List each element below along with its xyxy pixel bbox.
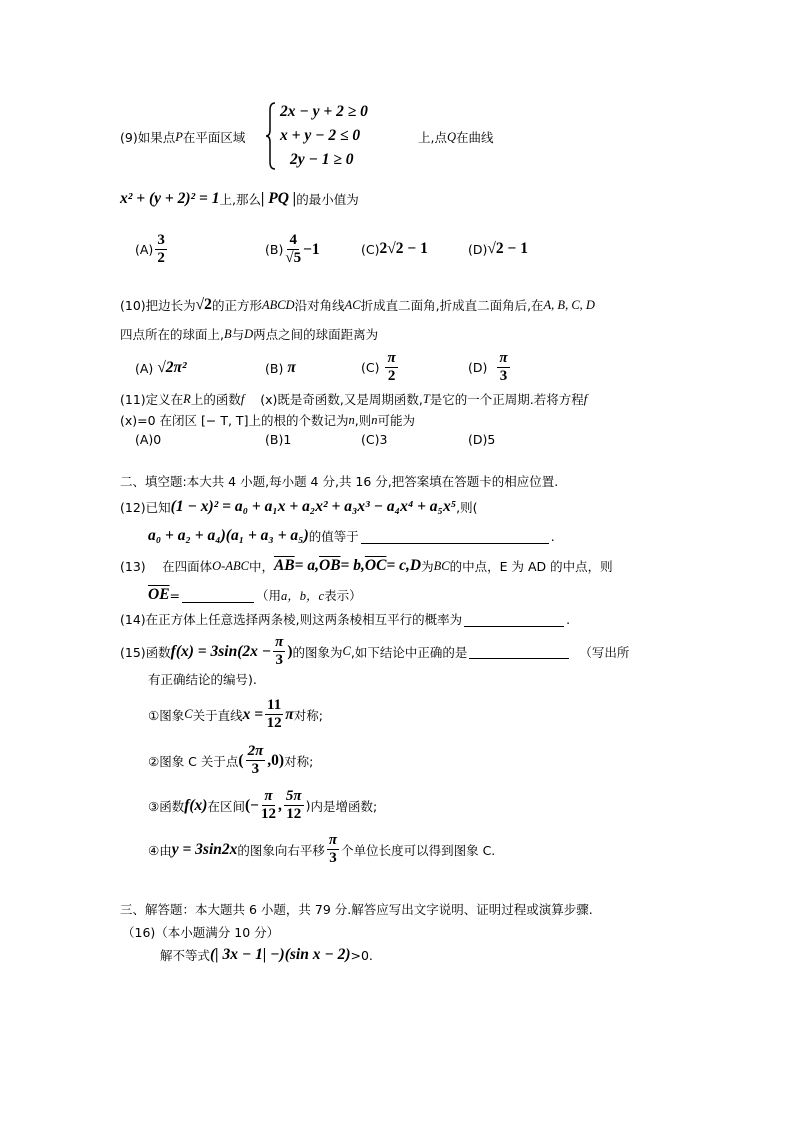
fraction	[284, 788, 304, 823]
q13-text: 为	[421, 559, 434, 574]
denominator: 3	[499, 368, 508, 384]
option-value: √2π²	[157, 359, 187, 376]
sqrt2: √2	[195, 296, 212, 313]
q15-text: 对称;	[284, 753, 314, 769]
q15-math: ,0)	[267, 751, 285, 769]
var: R	[183, 391, 191, 406]
fraction	[246, 743, 266, 778]
q15-item-2	[148, 743, 313, 778]
q10-line2	[120, 325, 378, 343]
q9-line1-tail	[418, 128, 494, 146]
numerator: 4	[289, 232, 297, 248]
numerator: π	[499, 350, 508, 366]
q11-option-b: (B)1	[265, 432, 292, 447]
numerator: π	[387, 350, 396, 366]
q15-math: x =	[242, 705, 264, 723]
var: n	[348, 412, 355, 427]
q14-line	[120, 610, 570, 628]
q15-text: ①图象	[148, 707, 185, 723]
system-row-2: x + y − 2 ≤ 0	[280, 127, 361, 144]
option-label: (A)	[135, 242, 154, 257]
var: T	[422, 391, 430, 406]
q12-text: .	[550, 528, 555, 544]
option-label: (D)	[468, 360, 488, 375]
q16-line	[160, 946, 373, 964]
q11-option-d: (D)5	[468, 432, 496, 447]
fraction	[327, 832, 339, 867]
fraction	[265, 697, 283, 732]
numerator: 11	[267, 697, 282, 713]
fraction	[385, 350, 397, 385]
q15-text: 个单位长度可以得到图象 C.	[341, 842, 496, 858]
q15-text: ④由	[148, 842, 172, 858]
q15-text: ,如下结论中正确的是	[350, 644, 468, 660]
numerator: 5π	[285, 788, 302, 804]
var: AC	[344, 297, 361, 312]
numerator: 3	[157, 232, 165, 248]
q9-line1	[120, 128, 245, 146]
q15-text: 对称;	[293, 707, 323, 723]
q13-text: (13) 在四面体	[120, 559, 213, 574]
q9-text: (9)如果点	[120, 130, 176, 145]
var: f	[240, 391, 245, 406]
var: A, B, C, D	[543, 297, 595, 312]
var: BC	[433, 558, 450, 573]
q10-line1	[120, 296, 595, 314]
answer-blank[interactable]	[361, 529, 549, 544]
q11-text: ,则	[354, 413, 372, 428]
q15-text: 关于直线	[192, 707, 243, 723]
var: C	[184, 707, 193, 721]
section-2-heading: 二、填空题:本大共 4 小题,每小题 4 分,共 16 分,把答案填在答题卡的相应位置.	[120, 474, 559, 489]
var: ABCD	[261, 297, 295, 312]
q15-line1	[120, 634, 629, 669]
numerator: π	[275, 634, 284, 650]
q15-math: (	[238, 751, 244, 769]
q15-math: π	[285, 705, 294, 723]
option-value: −1	[303, 240, 320, 258]
vector-ab: $\overline{AB}$	[273, 557, 295, 574]
q13-math: = c,	[386, 557, 410, 574]
denominator: 12	[266, 715, 282, 731]
denominator: 12	[260, 806, 276, 822]
q15-text: 的图象为	[292, 644, 343, 660]
option-label: (B)	[265, 242, 284, 257]
var: C	[342, 644, 351, 658]
fraction	[497, 350, 509, 385]
option-label: (D)	[468, 241, 488, 257]
q14-text: .	[566, 611, 571, 627]
q10-text: 与	[231, 327, 245, 342]
q12-line1	[120, 498, 477, 516]
q11-option-a: (A)0	[135, 432, 162, 447]
option-value: π	[287, 359, 296, 376]
q11-option-c: (C)3	[361, 432, 388, 447]
q15-item-4	[148, 832, 495, 867]
q13-line2	[148, 586, 362, 604]
q13-math: = b,	[340, 557, 365, 574]
q15-text: )	[305, 798, 311, 813]
q11-text: (x)既是奇函数,又是周期函数,	[260, 392, 423, 407]
var: D	[244, 326, 254, 341]
denominator: 2	[387, 368, 396, 384]
denominator: 12	[286, 806, 302, 822]
numerator: 2π	[247, 743, 264, 759]
q15-math: )	[287, 642, 293, 660]
q14-text: (14)在正方体上任意选择两条棱,则这两条棱相互平行的概率为	[120, 612, 463, 627]
q12-expression: a₀ + a₂ + a₄)(a₁ + a₃ + a₅)	[148, 527, 309, 544]
q15-text: （写出所	[579, 644, 630, 660]
q15-function: f(x) = 3sin(2x −	[170, 642, 272, 660]
q10-option-d	[468, 350, 512, 385]
q13-text: =	[169, 587, 181, 603]
q9-text: 上,那么	[219, 192, 261, 207]
q15-math: f(x)	[184, 796, 208, 814]
q12-equation: (1 − x)² = a₀ + a₁x + a₂x² + a₃x³ − a₄x⁴ + a₅x⁵	[170, 498, 457, 515]
answer-blank[interactable]	[182, 588, 254, 603]
q9-text: 上,点	[418, 130, 447, 145]
option-label: (C)	[361, 360, 380, 375]
q15-item-1	[148, 697, 323, 732]
option-value: 2√2 − 1	[379, 240, 428, 257]
denominator: √5	[285, 250, 302, 266]
q11-text: (11)定义在	[120, 392, 184, 407]
denominator: 3	[275, 652, 283, 668]
q9-option-a	[135, 232, 169, 267]
q12-line2	[148, 527, 555, 545]
q10-option-b	[265, 359, 296, 377]
q15-text: ③函数	[148, 798, 185, 814]
q9-option-c	[361, 240, 428, 258]
q16-title: （16)（本小题满分 10 分）	[122, 925, 280, 940]
var: O-ABC	[212, 558, 249, 573]
q13-math: = a,	[294, 557, 319, 574]
q10-text: (10)把边长为	[120, 298, 196, 313]
q13-text: （用	[256, 588, 282, 603]
q9-text: 在曲线	[456, 130, 494, 145]
q11-text: 可能为	[377, 413, 415, 428]
denominator: 2	[157, 250, 165, 266]
q15-text: 内是增函数;	[310, 798, 378, 814]
option-label: (A)	[135, 360, 154, 376]
var: n	[371, 412, 378, 427]
q9-line2	[120, 190, 359, 208]
q10-text: 的正方形	[211, 298, 262, 313]
section-3-heading: 三、解答题：本大题共 6 小题，共 79 分.解答应写出文字说明、证明过程或演算步骤.	[120, 902, 593, 917]
q10-option-c	[361, 350, 400, 385]
option-label: (C)	[361, 241, 380, 257]
q10-text: 沿对角线	[294, 298, 345, 313]
q15-math: ,	[277, 796, 282, 814]
option-value: √2 − 1	[487, 240, 528, 257]
system-row-1: 2x − y + 2 ≥ 0	[280, 103, 368, 120]
q16-expression: (| 3x − 1| −)(sin x − 2)	[210, 946, 351, 963]
brace-icon	[266, 102, 276, 170]
denominator: 3	[251, 761, 260, 777]
fraction	[285, 232, 301, 267]
q15-item-3	[148, 788, 377, 823]
fraction	[261, 788, 276, 823]
var: f	[583, 391, 588, 406]
numerator: π	[328, 832, 338, 848]
var-p: P	[175, 129, 183, 144]
q11-text: (x)=0 在闭区 [− T, T]上的根的个数记为	[120, 413, 349, 428]
vector-oe: $\overline{OE}$	[148, 586, 170, 603]
q13-text: 中，	[248, 559, 274, 574]
system-row-3: 2y − 1 ≥ 0	[290, 151, 354, 168]
q9-option-b	[265, 232, 320, 267]
option-label: (B)	[265, 360, 284, 376]
q13-text: 表示）	[324, 588, 362, 603]
q10-text: 折成直二面角,折成直二面角后,在	[360, 298, 544, 313]
q9-option-d	[468, 240, 528, 258]
q11-line2	[120, 411, 415, 429]
vector-oc: $\overline{OC}$	[364, 557, 387, 574]
var-q: Q	[446, 129, 457, 144]
q11-text: 上的函数	[190, 392, 241, 407]
var: D	[409, 557, 422, 574]
vector-ob: $\overline{OB}$	[319, 557, 341, 574]
q9-text: 的最小值为	[296, 192, 359, 207]
q11-line1	[120, 390, 587, 408]
q11-text: 是它的一个正周期.若将方程	[429, 392, 584, 407]
q12-text: ,则(	[456, 500, 478, 515]
q13-line1	[120, 557, 613, 575]
q15-text: (15)函数	[120, 644, 171, 660]
curve-eq: x² + (y + 2)² = 1	[120, 190, 220, 207]
q15-text: ②图象 C 关于点	[148, 753, 239, 769]
q12-text: 的值等于	[308, 529, 359, 544]
var: a，b，c	[281, 589, 325, 603]
q16-text: 解不等式	[160, 948, 211, 963]
q15-math: y = 3sin2x	[171, 840, 238, 858]
q15-math: (−	[244, 796, 259, 814]
q10-option-a	[135, 359, 187, 377]
q13-text: 的中点，E 为 AD 的中点，则	[449, 559, 613, 574]
numerator: π	[264, 788, 273, 804]
q15-line2: 有正确结论的编号).	[148, 672, 257, 687]
q12-text: (12)已知	[120, 500, 171, 515]
q15-text: 的图象向右平移	[237, 842, 325, 858]
var: B	[223, 326, 232, 341]
denominator: 3	[329, 850, 337, 866]
q9-text: 在平面区域	[182, 130, 246, 145]
fraction	[273, 634, 285, 669]
fraction	[155, 232, 167, 267]
q10-text: 四点所在的球面上,	[120, 327, 224, 342]
q15-text: 在区间	[207, 798, 245, 814]
q10-text: 两点之间的球面距离为	[253, 327, 379, 342]
answer-blank[interactable]	[469, 644, 569, 659]
answer-blank[interactable]	[464, 612, 564, 627]
pq-abs: | PQ |	[260, 190, 297, 207]
q16-text: >0.	[350, 947, 373, 963]
